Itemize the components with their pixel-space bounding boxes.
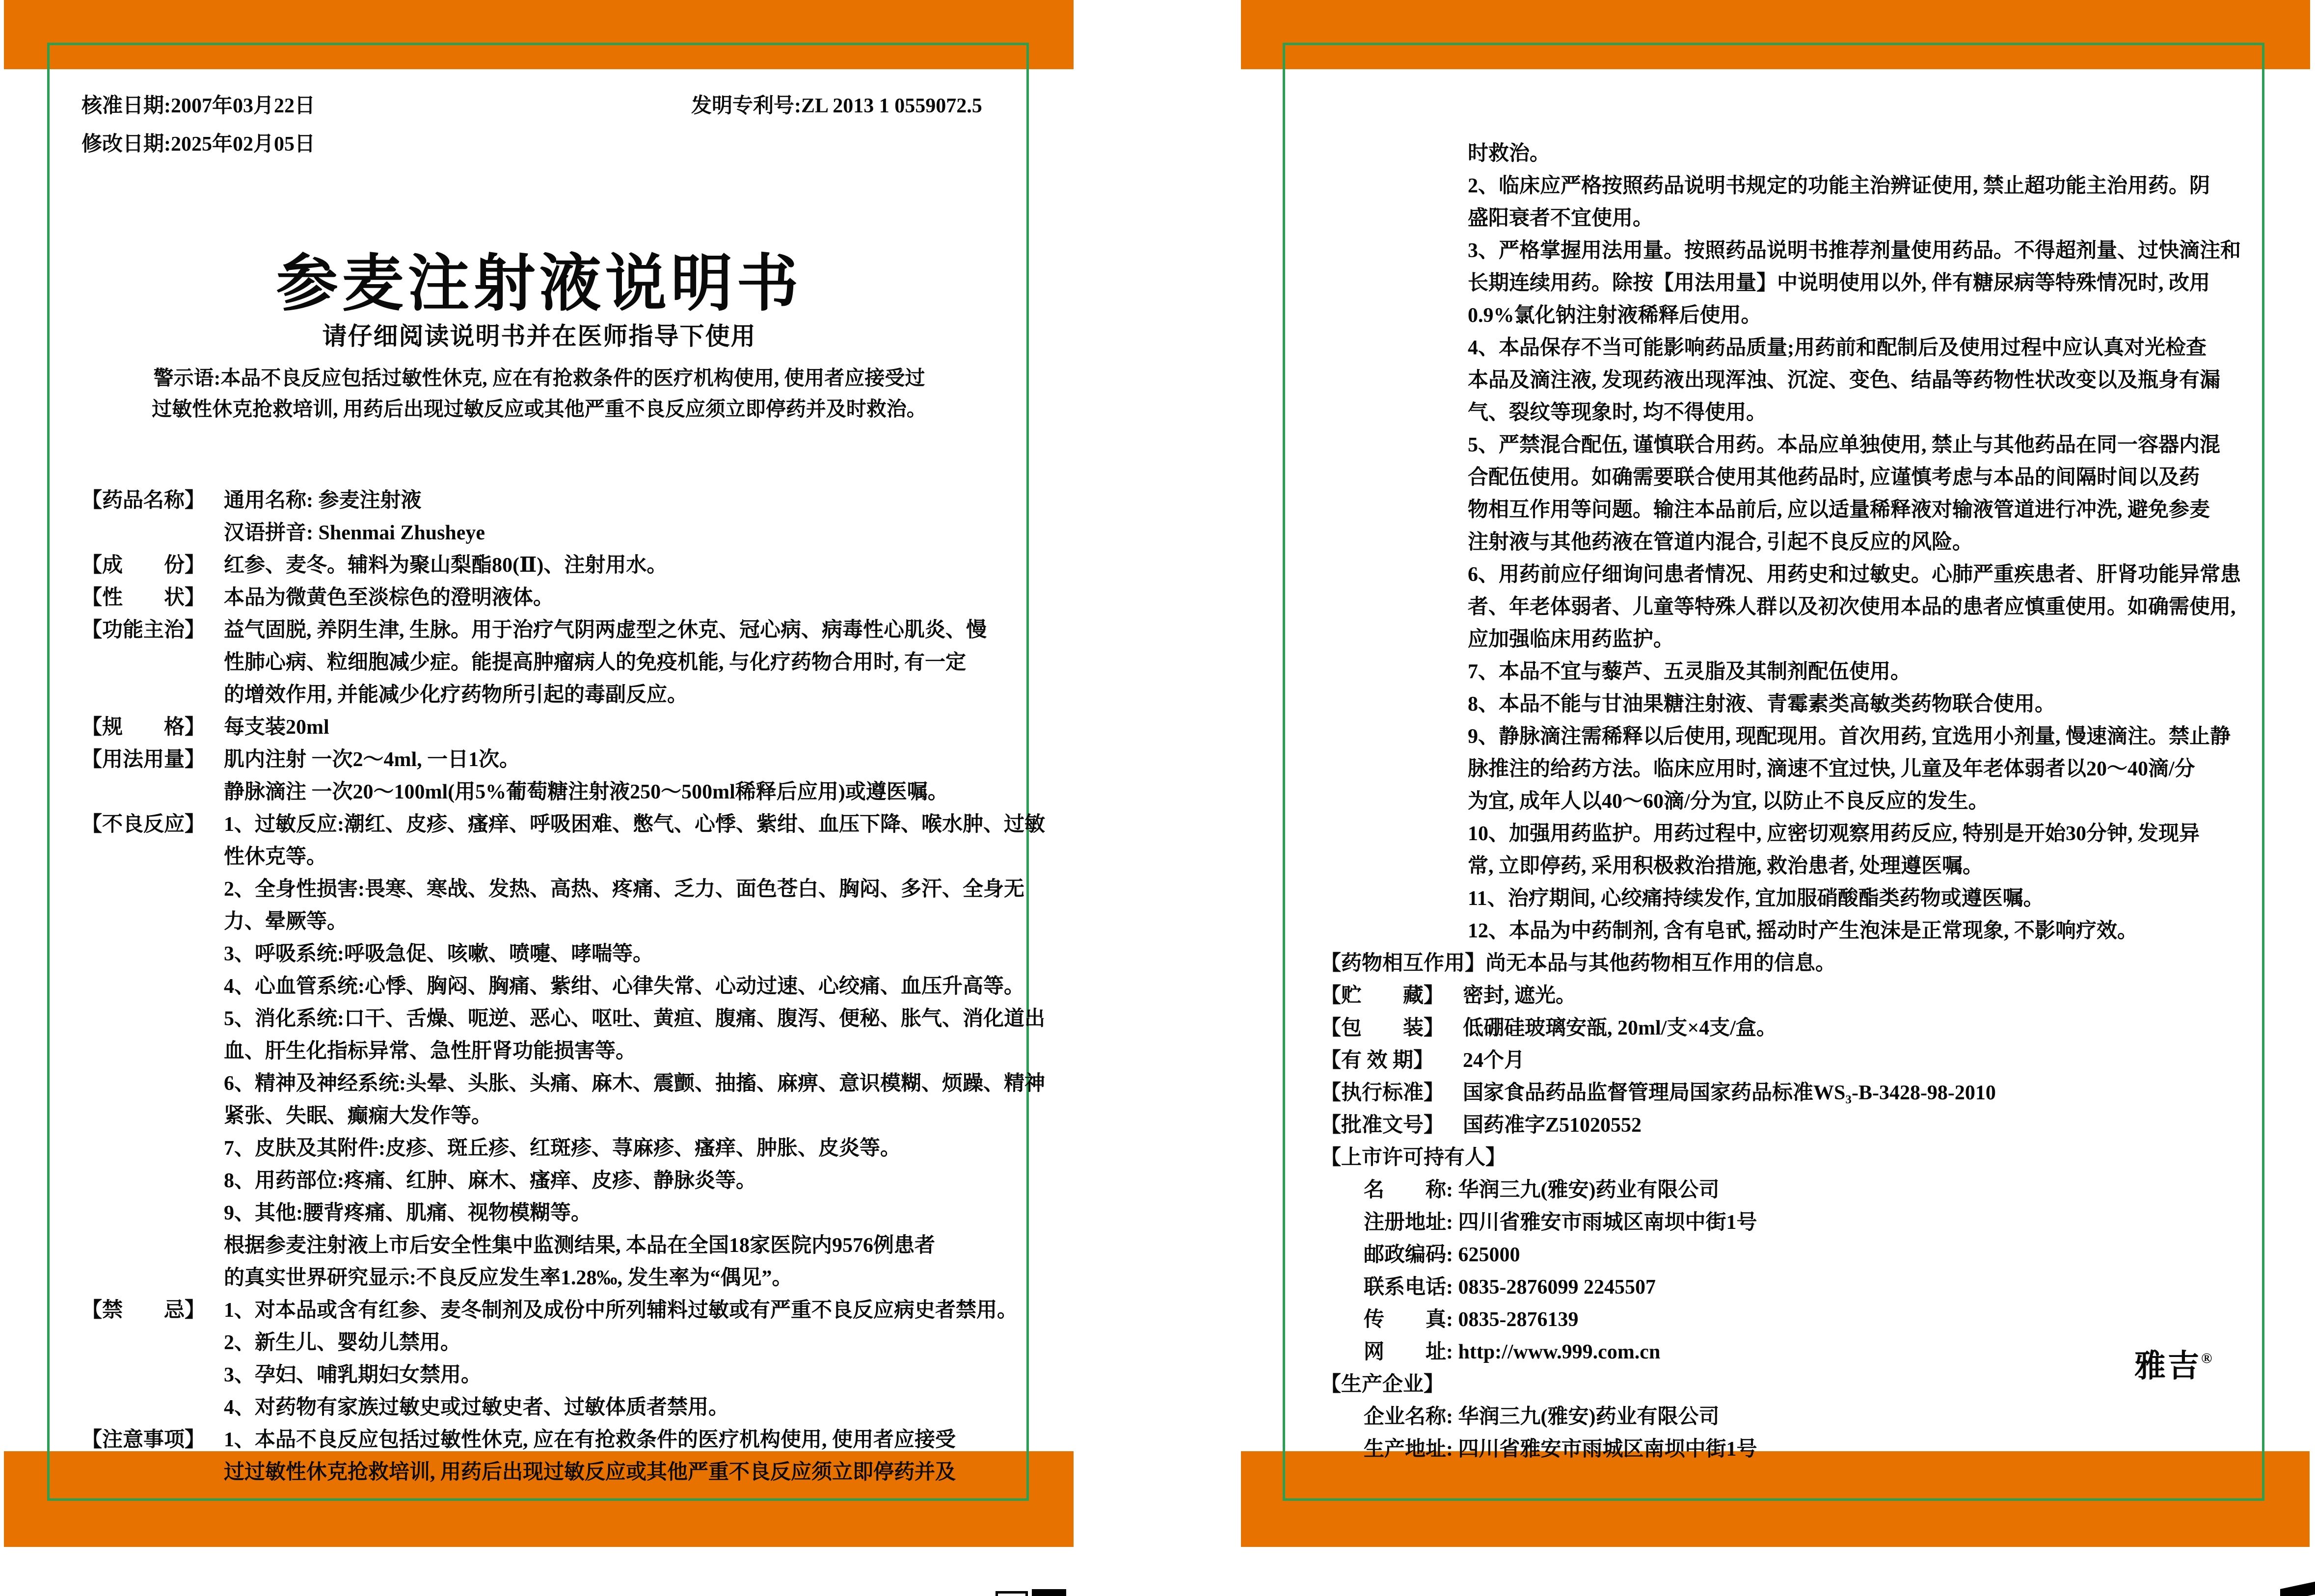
- section-line: [47, 808, 1045, 841]
- text-line: [47, 1003, 1045, 1035]
- text-line: [1283, 1271, 2267, 1303]
- line-text: 注册地址: 四川省雅安市雨城区南坝中街1号: [1364, 1211, 1757, 1234]
- approval-date: 核准日期:2007年03月22日: [81, 95, 315, 117]
- text-line: [1283, 753, 2267, 785]
- text-line: [1283, 429, 2267, 461]
- text-line: [47, 1197, 1031, 1229]
- text-line: [47, 517, 1031, 549]
- text-line: [1283, 1239, 2267, 1271]
- line-text: 物相互作用等问题。输注本品前后, 应以适量稀释液对输液管道进行冲洗, 避免参麦: [1468, 499, 2210, 521]
- line-text: 企业名称: 华润三九(雅安)药业有限公司: [1364, 1406, 1720, 1428]
- line-text: 密封, 遮光。: [1463, 984, 1577, 1007]
- line-text: 9、其他:腰背疼痛、肌痛、视物模糊等。: [224, 1202, 592, 1224]
- text-line: [1283, 137, 2267, 170]
- line-text: 气、裂纹等现象时, 均不得使用。: [1468, 401, 1767, 424]
- line-text: 低硼硅玻璃安瓿, 20ml/支×4支/盒。: [1463, 1017, 1777, 1039]
- line-text: 红参、麦冬。辅料为聚山梨酯80(Ⅱ)、注射用水。: [224, 554, 668, 577]
- text-line: [47, 1262, 1031, 1294]
- line-text: 10、加强用药监护。用药过程中, 应密切观察用药反应, 特别是开始30分钟, 发现异: [1468, 823, 2200, 845]
- line-text: 性肺心病、粒细胞减少症。能提高肿瘤病人的免疫机能, 与化疗药物合用时, 有一定: [224, 651, 967, 674]
- line-text: 汉语拼音: Shenmai Zhusheye: [224, 522, 485, 544]
- line-text: 3、孕妇、哺乳期妇女禁用。: [224, 1364, 482, 1386]
- line-text: 生产地址: 四川省雅安市雨城区南坝中街1号: [1364, 1438, 1757, 1461]
- line-text: 血、肝生化指标异常、急性肝肾功能损害等。: [224, 1040, 637, 1063]
- line-text: 性休克等。: [224, 846, 327, 868]
- line-text: 名 称: 华润三九(雅安)药业有限公司: [1364, 1179, 1720, 1201]
- section-label: 【包 装】: [1320, 1017, 1445, 1039]
- text-line: [1283, 785, 2267, 818]
- line-text: 长期连续用药。除按【用法用量】中说明使用以外, 伴有糖尿病等特殊情况时, 改用: [1468, 272, 2210, 294]
- section-label: 【用法用量】: [81, 748, 206, 771]
- text-line: [47, 1035, 1031, 1067]
- text-line: [1283, 1206, 2267, 1239]
- section-label: 【有 效 期】: [1320, 1049, 1434, 1072]
- line-text: 每支装20ml: [224, 716, 329, 739]
- line-text: 24个月: [1463, 1049, 1525, 1072]
- text-line: [1283, 623, 2267, 656]
- text-line: [1283, 526, 2267, 559]
- line-text: 本品为微黄色至淡棕色的澄明液体。: [224, 586, 554, 609]
- text-line: [1283, 299, 2267, 332]
- line-text: 盛阳衰者不宜使用。: [1468, 207, 1654, 230]
- section-label: 【禁 忌】: [81, 1299, 206, 1322]
- section-label: 【上市许可持有人】: [1320, 1146, 1507, 1169]
- text-line: [1283, 818, 2267, 850]
- section-line: [47, 1424, 1031, 1456]
- text-line: [1283, 332, 2267, 364]
- line-text: 过过敏性休克抢救培训, 用药后出现过敏反应或其他严重不良反应须立即停药并及: [224, 1461, 956, 1484]
- line-text: 常, 立即停药, 采用积极救治措施, 救治患者, 处理遵医嘱。: [1468, 855, 1984, 878]
- header-dates: [81, 87, 315, 163]
- section-line: [1283, 1077, 2267, 1109]
- right-body-text: [1283, 137, 2267, 1465]
- text-line: [1283, 202, 2267, 235]
- line-text: 紧张、失眠、癫痫大发作等。: [224, 1105, 492, 1127]
- section-line: [47, 582, 1031, 614]
- section-line: [1283, 1044, 2267, 1077]
- brand-logo: [2134, 1341, 2212, 1386]
- warning-line-1: 警示语:本品不良反应包括过敏性休克, 应在有抢救条件的医疗机构使用, 使用者应接受过: [153, 367, 925, 389]
- brand-name: 雅吉: [2134, 1349, 2201, 1383]
- text-line: [1283, 1401, 2267, 1433]
- text-line: [47, 1359, 1031, 1391]
- page-subtitle: 请仔细阅读说明书并在医师指导下使用: [322, 322, 756, 350]
- section-label: 【性 状】: [81, 586, 206, 609]
- line-text: 2、全身性损害:畏寒、寒战、发热、高热、疼痛、乏力、面色苍白、胸闷、多汗、全身无: [224, 878, 1024, 901]
- page-left: [47, 43, 1045, 1503]
- text-line: [47, 1391, 1031, 1424]
- cutoff-mark-outline: [996, 1591, 1028, 1596]
- section-line: [1283, 947, 2267, 980]
- text-line: [47, 938, 1031, 970]
- text-line: [1283, 397, 2267, 429]
- section-line: [1283, 1142, 2267, 1174]
- text-line: [1283, 1336, 2267, 1368]
- revision-date: 修改日期:2025年02月05日: [81, 133, 315, 156]
- line-text: 6、用药前应仔细询问患者情况、用药史和过敏史。心肺严重疾患者、肝肾功能异常患: [1468, 563, 2241, 586]
- line-text: 8、本品不能与甘油果糖注射液、青霉素类高敏类药物联合使用。: [1468, 693, 2056, 716]
- section-label: 【批准文号】: [1320, 1114, 1445, 1137]
- section-line: [47, 614, 1031, 646]
- section-line: [1283, 1109, 2267, 1142]
- text-line: [1283, 1433, 2267, 1465]
- line-text: 肌内注射 一次2～4ml, 一日1次。: [224, 748, 520, 771]
- line-text: 1、对本品或含有红参、麦冬制剂及成份中所列辅料过敏或有严重不良反应病史者禁用。: [224, 1299, 1018, 1322]
- line-text: 时救治。: [1468, 142, 1551, 165]
- section-label: 【功能主治】: [81, 619, 206, 641]
- text-line: [1283, 850, 2267, 882]
- line-text: 5、严禁混合配伍, 谨慎联合用药。本品应单独使用, 禁止与其他药品在同一容器内混: [1468, 434, 2221, 456]
- line-text: 5、消化系统:口干、舌燥、呃逆、恶心、呕吐、黄疸、腹痛、腹泻、便秘、胀气、消化道出: [224, 1008, 1045, 1030]
- section-label: 【注意事项】: [81, 1429, 206, 1451]
- section-line: [1283, 980, 2267, 1012]
- line-text: 的增效作用, 并能减少化疗药物所引起的毒副反应。: [224, 684, 688, 706]
- text-line: [47, 646, 1031, 679]
- section-line: [47, 744, 1031, 776]
- section-line: [47, 1294, 1031, 1327]
- section-line: [47, 484, 1031, 517]
- text-line: [47, 841, 1031, 873]
- line-text: 4、心血管系统:心悸、胸闷、胸痛、紫绀、心律失常、心动过速、心绞痛、血压升高等。: [224, 975, 1024, 998]
- left-body-text: [47, 484, 1045, 1489]
- line-text: 9、静脉滴注需稀释以后使用, 现配现用。首次用药, 宜选用小剂量, 慢速滴注。禁止静: [1468, 725, 2231, 748]
- text-line: [1283, 656, 2267, 688]
- line-text: 4、对药物有家族过敏史或过敏史者、过敏体质者禁用。: [224, 1396, 729, 1419]
- section-line: [1283, 1368, 2267, 1401]
- text-line: [47, 679, 1031, 711]
- text-line: [1283, 170, 2267, 202]
- line-text: 根据参麦注射液上市后安全性集中监测结果, 本品在全国18家医院内9576例患者: [224, 1234, 936, 1257]
- line-text: 本品及滴注液, 发现药液出现浑浊、沉淀、变色、结晶等药物性状改变以及瓶身有漏: [1468, 369, 2221, 392]
- line-text: 7、本品不宜与藜芦、五灵脂及其制剂配伍使用。: [1468, 661, 1911, 683]
- warning-statement: [47, 363, 1031, 425]
- line-text: 力、晕厥等。: [224, 910, 348, 933]
- line-text: 3、呼吸系统:呼吸急促、咳嗽、喷嚏、哮喘等。: [224, 943, 653, 965]
- section-label: 【规 格】: [81, 716, 206, 739]
- section-label: 【药物相互作用】: [1320, 952, 1486, 975]
- line-text: 为宜, 成年人以40～60滴/分为宜, 以防止不良反应的发生。: [1468, 790, 1989, 813]
- line-text: 联系电话: 0835-2876099 2245507: [1364, 1276, 1656, 1299]
- line-text: 的真实世界研究显示:不良反应发生率1.28‰, 发生率为“偶见”。: [224, 1267, 793, 1289]
- page-title: 参麦注射液说明书: [276, 250, 803, 319]
- text-line: [47, 873, 1031, 905]
- section-line: [1283, 1012, 2267, 1044]
- line-text: 合配伍使用。如确需要联合使用其他药品时, 应谨慎考虑与本品的间隔时间以及药: [1468, 466, 2200, 489]
- line-text: 6、精神及神经系统:头晕、头胀、头痛、麻木、震颤、抽搐、麻痹、意识模糊、烦躁、精神: [224, 1072, 1045, 1095]
- registered-trademark-icon: ®: [2201, 1350, 2212, 1366]
- text-line: [47, 776, 1031, 808]
- page-right: [1283, 43, 2267, 1503]
- line-text: 11、治疗期间, 心绞痛持续发作, 宜加服硝酸酯类药物或遵医嘱。: [1468, 887, 2044, 910]
- line-text: 0.9%氯化钠注射液稀释后使用。: [1468, 304, 1762, 327]
- text-line: [1283, 364, 2267, 397]
- line-text: 7、皮肤及其附件:皮疹、斑丘疹、红斑疹、荨麻疹、瘙痒、肿胀、皮炎等。: [224, 1137, 901, 1160]
- text-line: [1283, 591, 2267, 623]
- text-line: [1283, 720, 2267, 753]
- line-text: 2、新生儿、婴幼儿禁用。: [224, 1331, 461, 1354]
- text-line: [1283, 559, 2267, 591]
- text-line: [1283, 461, 2267, 494]
- section-label: 【生产企业】: [1320, 1373, 1445, 1396]
- section-line: [47, 549, 1031, 582]
- warning-line-2: 过敏性休克抢救培训, 用药后出现过敏反应或其他严重不良反应须立即停药并及时救治。: [152, 398, 927, 420]
- line-text: 传 真: 0835-2876139: [1364, 1308, 1579, 1331]
- text-line: [1283, 1174, 2267, 1206]
- line-text: 12、本品为中药制剂, 含有皂甙, 摇动时产生泡沫是正常现象, 不影响疗效。: [1468, 920, 2138, 942]
- text-line: [1283, 1303, 2267, 1336]
- text-line: [1283, 235, 2267, 267]
- line-text: 网 址: http://www.999.com.cn: [1364, 1341, 1661, 1363]
- text-line: [1283, 494, 2267, 526]
- line-text: 益气固脱, 养阴生津, 生脉。用于治疗气阴两虚型之休克、冠心病、病毒性心肌炎、慢: [224, 619, 987, 641]
- line-text: 1、过敏反应:潮红、皮疹、瘙痒、呼吸困难、憋气、心悸、紫绀、血压下降、喉水肿、过敏: [224, 813, 1045, 836]
- text-line: [47, 1229, 1031, 1262]
- text-line: [1283, 882, 2267, 915]
- text-line: [47, 1067, 1045, 1100]
- line-text: 2、临床应严格按照药品说明书规定的功能主治辨证使用, 禁止超功能主治用药。阴: [1468, 175, 2210, 197]
- text-line: [47, 1165, 1031, 1197]
- section-line: [47, 711, 1031, 744]
- line-text: 国药准字Z51020552: [1463, 1114, 1642, 1137]
- text-line: [1283, 267, 2267, 299]
- line-text: 8、用药部位:疼痛、红肿、麻木、瘙痒、皮疹、静脉炎等。: [224, 1170, 756, 1192]
- line-text: 邮政编码: 625000: [1364, 1244, 1520, 1266]
- section-label: 【成 份】: [81, 554, 206, 577]
- section-label: 【不良反应】: [81, 813, 206, 836]
- line-text: 脉推注的给药方法。临床应用时, 滴速不宜过快, 儿童及年老体弱者以20～40滴/分: [1468, 758, 2195, 780]
- section-label: 【执行标准】: [1320, 1082, 1445, 1104]
- line-text: 1、本品不良反应包括过敏性休克, 应在有抢救条件的医疗机构使用, 使用者应接受: [224, 1429, 956, 1451]
- line-text: 静脉滴注 一次20～100ml(用5%葡萄糖注射液250～500ml稀释后应用)或遵医嘱。: [224, 781, 948, 803]
- line-text: 应加强临床用药监护。: [1468, 628, 1674, 651]
- line-text: 尚无本品与其他药物相互作用的信息。: [1485, 952, 1836, 975]
- line-text: 国家食品药品监督管理局国家药品标准WS₃-B-3428-98-2010: [1463, 1082, 1996, 1104]
- section-label: 【贮 藏】: [1320, 984, 1445, 1007]
- section-label: 【药品名称】: [81, 489, 206, 512]
- line-text: 者、年老体弱者、儿童等特殊人群以及初次使用本品的患者应慎重使用。如确需使用,: [1468, 596, 2236, 618]
- text-line: [1283, 915, 2267, 947]
- cutoff-mark-corner: [2280, 1581, 2315, 1596]
- line-text: 3、严格掌握用法用量。按照药品说明书推荐剂量使用药品。不得超剂量、过快滴注和: [1468, 239, 2241, 262]
- line-text: 4、本品保存不当可能影响药品质量;用药前和配制后及使用过程中应认真对光检查: [1468, 337, 2207, 359]
- patent-number: 发明专利号:ZL 2013 1 0559072.5: [691, 95, 982, 117]
- cutoff-mark-solid: [1032, 1589, 1066, 1596]
- text-line: [47, 1132, 1031, 1165]
- text-line: [47, 1100, 1031, 1132]
- line-text: 注射液与其他药液在管道内混合, 引起不良反应的风险。: [1468, 531, 1973, 554]
- text-line: [1283, 688, 2267, 720]
- text-line: [47, 905, 1031, 938]
- line-text: 通用名称: 参麦注射液: [224, 489, 422, 512]
- text-line: [47, 970, 1031, 1003]
- text-line: [47, 1456, 1031, 1489]
- text-line: [47, 1327, 1031, 1359]
